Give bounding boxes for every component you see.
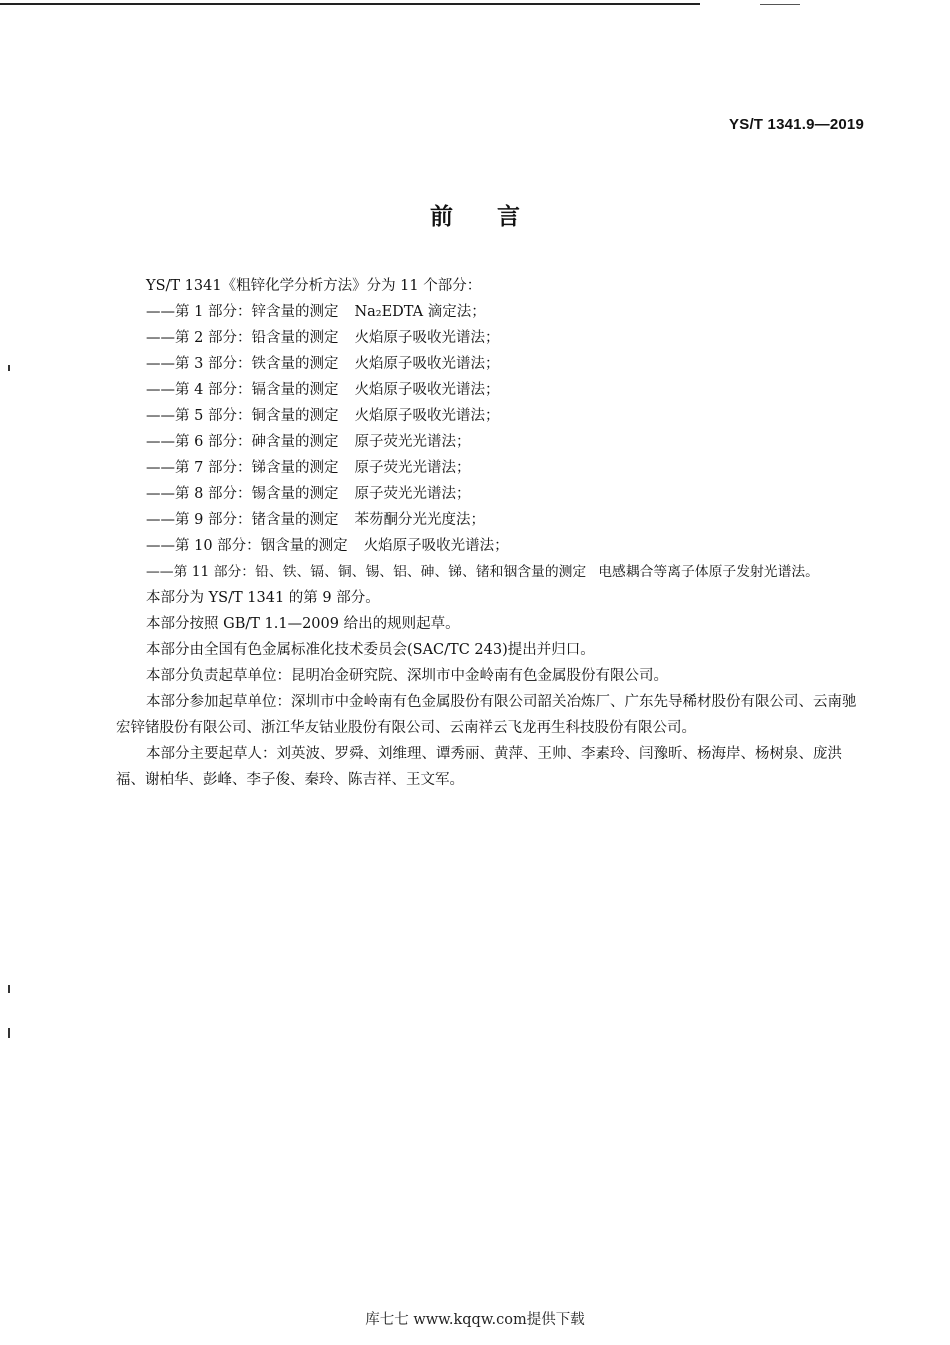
list-item [116,403,868,429]
part-number-paragraph: 本部分为 YS/T 1341 的第 9 部分。 [146,590,380,606]
part-method: 原子荧光光谱法； [354,460,471,476]
part-label: ——第 6 部分：砷含量的测定 [146,434,339,450]
list-item [116,299,868,325]
part-method: 火焰原子吸收光谱法； [354,408,500,424]
scan-edge-line [0,3,700,5]
list-item [116,533,868,559]
part-method: 苯芴酮分光光度法； [354,512,485,528]
part-label: ——第 9 部分：锗含量的测定 [146,512,339,528]
part-label: ——第 5 部分：铜含量的测定 [146,408,339,424]
list-item [116,455,868,481]
proposer-paragraph: 本部分由全国有色金属标准化技术委员会(SAC/TC 243)提出并归口。 [146,642,595,658]
part-label: ——第 4 部分：镉含量的测定 [146,382,339,398]
standard-code: YS/T 1341.9—2019 [729,116,864,133]
part-method: 电感耦合等离子体原子发射光谱法。 [598,564,819,580]
part-label: ——第 10 部分：铟含量的测定 [146,538,348,554]
download-footer: 库七七 www.kqqw.com提供下载 [365,1312,585,1328]
list-item [116,507,868,533]
part-method: 原子荧光光谱法； [354,434,471,450]
page-title: 前言 [430,204,564,230]
part-label: ——第 1 部分：锌含量的测定 [146,304,339,320]
main-drafters-paragraph: 本部分主要起草人：刘英波、罗舜、刘维理、谭秀丽、黄萍、王帅、李素玲、闫豫昕、杨海岸、杨树泉、庞洪福、谢柏华、彭峰、李子俊、秦玲、陈吉祥、王文军。 [116,746,842,788]
list-item [116,559,868,585]
part-label: ——第 2 部分：铅含量的测定 [146,330,339,346]
margin-mark [8,985,10,993]
list-item [116,325,868,351]
scan-edge-mark [760,4,800,5]
part-method: 火焰原子吸收光谱法； [363,538,509,554]
part-label: ——第 8 部分：锡含量的测定 [146,486,339,502]
list-item [116,351,868,377]
list-item [116,481,868,507]
list-item [116,429,868,455]
part-label: ——第 7 部分：锑含量的测定 [146,460,339,476]
intro-paragraph: YS/T 1341《粗锌化学分析方法》分为 11 个部分： [146,278,482,294]
participating-units-paragraph: 本部分参加起草单位：深圳市中金岭南有色金属股份有限公司韶关冶炼厂、广东先导稀材股份有限公司、云南驰宏锌锗股份有限公司、浙江华友钴业股份有限公司、云南祥云飞龙再生科技股份有限公司。 [116,694,857,736]
part-method: 原子荧光光谱法； [354,486,471,502]
part-method: 火焰原子吸收光谱法； [354,382,500,398]
part-method: 火焰原子吸收光谱法； [354,356,500,372]
part-method: 火焰原子吸收光谱法； [354,330,500,346]
lead-drafters-paragraph: 本部分负责起草单位：昆明冶金研究院、深圳市中金岭南有色金属股份有限公司。 [146,668,668,684]
drafting-rules-paragraph: 本部分按照 GB/T 1.1—2009 给出的规则起草。 [146,616,460,632]
part-label: ——第 3 部分：铁含量的测定 [146,356,339,372]
list-item [116,377,868,403]
margin-mark [8,365,10,371]
margin-mark [8,1028,10,1038]
foreword-body [116,273,868,793]
part-label: ——第 11 部分：铅、铁、镉、铜、锡、铝、砷、锑、锗和铟含量的测定 [146,564,587,580]
part-method: Na₂EDTA 滴定法； [354,304,486,320]
